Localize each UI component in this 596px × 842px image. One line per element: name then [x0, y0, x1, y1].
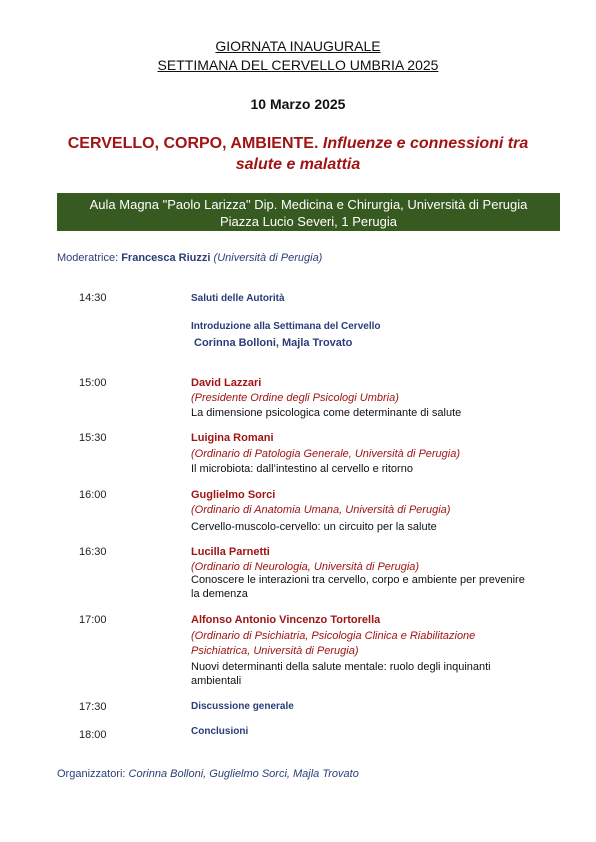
session-title-conclusioni: Conclusioni: [191, 726, 249, 737]
header-line-2: SETTIMANA DEL CERVELLO UMBRIA 2025: [157, 57, 439, 73]
speaker-name-lazzari: David Lazzari: [191, 377, 262, 389]
venue-banner: [57, 193, 560, 231]
time-1500: 15:00: [79, 377, 107, 389]
moderator-affiliation: (Università di Perugia): [213, 252, 323, 264]
talk-title-tortorella-1: Nuovi determinanti della salute mentale: ruolo degli inquinanti: [191, 661, 491, 673]
theme-bold: CERVELLO, CORPO, AMBIENTE.: [67, 135, 319, 152]
speaker-role-tortorella-2: Psichiatrica, Università di Perugia): [191, 645, 359, 657]
session-speakers-intro: Corinna Bolloni, Majla Trovato: [194, 337, 353, 349]
speaker-name-romani: Luigina Romani: [191, 432, 274, 444]
organizers: [57, 768, 359, 780]
theme-italic-1: Influenze e connessioni tra: [322, 135, 529, 152]
session-title-intro: Introduzione alla Settimana del Cervello: [191, 321, 381, 332]
speaker-name-sorci: Guglielmo Sorci: [191, 489, 276, 501]
moderator: [57, 252, 322, 264]
organizers-label: Organizzatori:: [57, 768, 126, 780]
time-1800: 18:00: [79, 729, 107, 741]
moderator-label: Moderatrice:: [57, 252, 119, 264]
venue-line-1: Aula Magna "Paolo Larizza" Dip. Medicina e Chirurgia, Università di Perugia: [89, 197, 528, 212]
session-title-discussione: Discussione generale: [191, 701, 294, 712]
talk-title-parnetti-2: la demenza: [191, 588, 248, 600]
session-title-saluti: Saluti delle Autorità: [191, 293, 285, 304]
moderator-name: Francesca Riuzzi: [121, 252, 211, 264]
speaker-role-lazzari: (Presidente Ordine degli Psicologi Umbria): [191, 392, 399, 404]
speaker-name-parnetti: Lucilla Parnetti: [191, 546, 270, 558]
talk-title-romani: Il microbiota: dall’intestino al cervello e ritorno: [191, 463, 413, 475]
venue-line-2: Piazza Lucio Severi, 1 Perugia: [219, 214, 398, 229]
organizers-names: Corinna Bolloni, Guglielmo Sorci, Majla Trovato: [128, 768, 359, 780]
speaker-role-parnetti: (Ordinario di Neurologia, Università di Perugia): [191, 561, 420, 573]
talk-title-tortorella-2: ambientali: [191, 675, 242, 687]
time-1530: 15:30: [79, 432, 107, 444]
theme-italic-2: salute e malattia: [235, 156, 361, 173]
time-1730: 17:30: [79, 701, 107, 713]
speaker-role-tortorella-1: (Ordinario di Psichiatria, Psicologia Clinica e Riabilitazione: [191, 630, 476, 642]
header-line-1: GIORNATA INAUGURALE: [215, 38, 381, 54]
speaker-role-romani: (Ordinario di Patologia Generale, Università di Perugia): [191, 448, 461, 460]
time-1700: 17:00: [79, 614, 107, 626]
event-date: 10 Marzo 2025: [250, 96, 346, 112]
time-1600: 16:00: [79, 489, 107, 501]
theme-subtitle: [0, 154, 596, 176]
speaker-name-tortorella: Alfonso Antonio Vincenzo Tortorella: [191, 614, 381, 626]
talk-title-lazzari: La dimensione psicologica come determinante di salute: [191, 407, 462, 419]
theme-title: [0, 133, 596, 155]
talk-title-parnetti-1: Conoscere le interazioni tra cervello, corpo e ambiente per prevenire: [191, 574, 525, 586]
speaker-role-sorci: (Ordinario di Anatomia Umana, Università di Perugia): [191, 504, 451, 516]
talk-title-sorci: Cervello-muscolo-cervello: un circuito per la salute: [191, 521, 437, 533]
time-1630: 16:30: [79, 546, 107, 558]
time-1430: 14:30: [79, 292, 107, 304]
